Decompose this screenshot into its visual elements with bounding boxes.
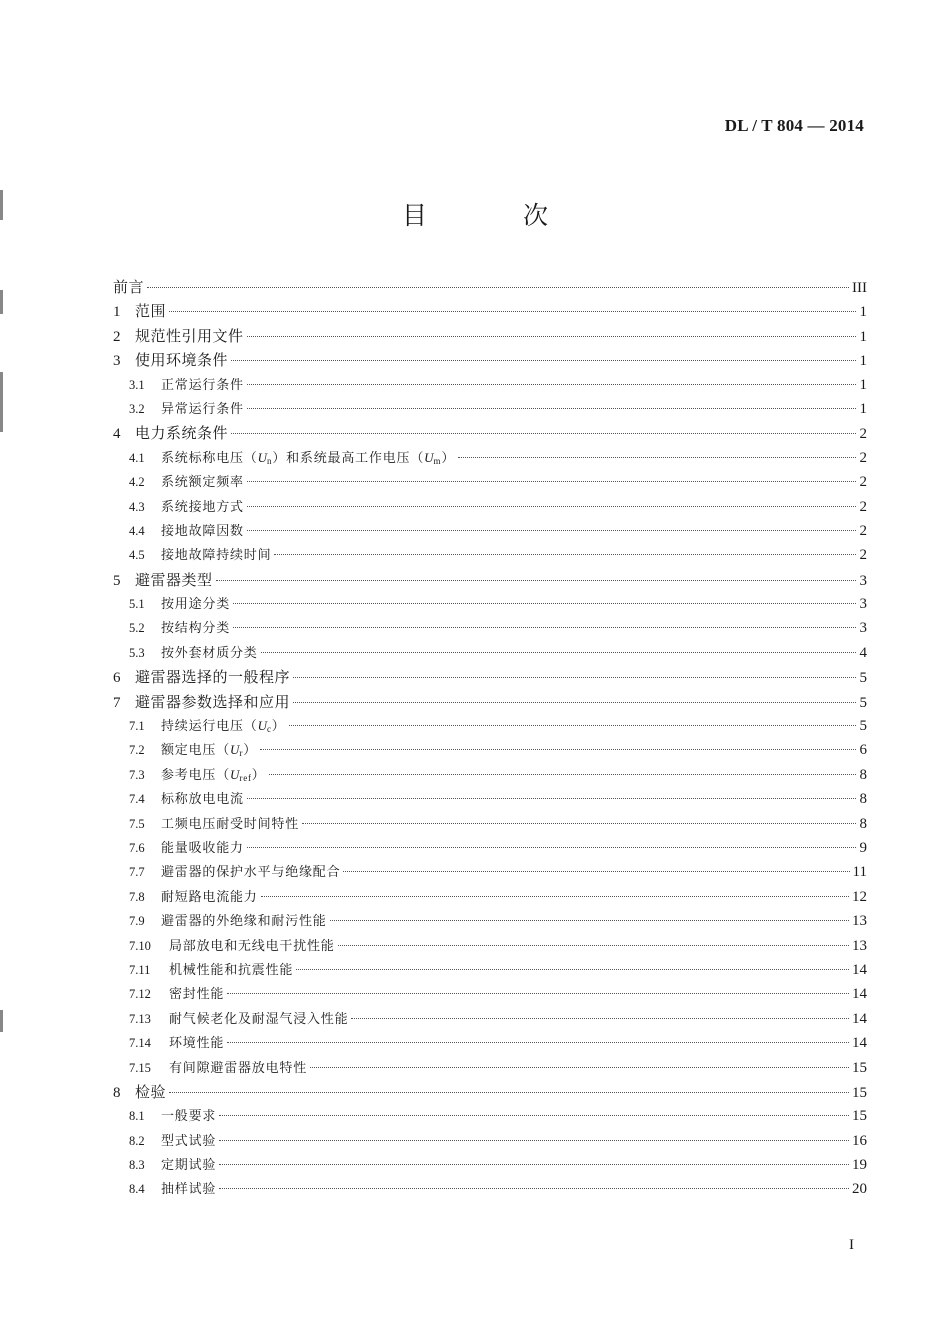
toc-entry-page: 1	[859, 400, 867, 417]
dot-leader	[338, 945, 849, 946]
toc-entry-number: 8.4	[129, 1182, 145, 1197]
toc-entry-page: 14	[852, 961, 867, 978]
toc-entry-label: 局部放电和无线电干扰性能	[169, 938, 335, 954]
toc-entry-label: 前言	[113, 278, 145, 296]
toc-entry-page: 1	[859, 376, 867, 393]
toc-entry-number: 7.9	[129, 914, 145, 929]
dot-leader	[227, 1042, 849, 1043]
toc-entry-page: 12	[852, 888, 867, 905]
toc-entry-number: 7.11	[129, 962, 151, 977]
dot-leader	[330, 920, 849, 921]
dot-leader	[261, 896, 849, 897]
dot-leader	[169, 1092, 849, 1093]
toc-entry-number: 7.1	[129, 719, 145, 734]
toc-entry-number: 7.15	[129, 1060, 151, 1075]
toc-entry[interactable]	[113, 837, 867, 861]
toc-entry-number: 7.5	[129, 816, 145, 831]
toc-entry[interactable]	[113, 422, 867, 446]
toc-entry[interactable]	[113, 1105, 867, 1129]
toc-entry-number: 7.12	[129, 987, 151, 1002]
toc-entry-label: 检验	[135, 1082, 167, 1101]
toc-entry-label: 接地故障持续时间	[161, 548, 272, 564]
toc-entry-page: 14	[852, 1010, 867, 1027]
toc-entry[interactable]	[113, 959, 867, 983]
toc-entry-label: 额定电压$(U_r)$	[161, 742, 258, 759]
toc-entry-page: 5	[859, 670, 867, 687]
dot-leader	[247, 408, 856, 409]
toc-entry[interactable]	[113, 471, 867, 495]
toc-entry[interactable]	[113, 1154, 867, 1178]
dot-leader	[296, 969, 849, 970]
dot-leader	[231, 360, 856, 361]
dot-leader	[302, 823, 856, 824]
toc-entry[interactable]	[113, 983, 867, 1007]
dot-leader	[247, 336, 856, 337]
dot-leader	[247, 481, 856, 482]
toc-entry-page: 15	[852, 1108, 867, 1125]
toc-entry[interactable]	[113, 520, 867, 544]
toc-entry-label: 耐短路电流能力	[161, 889, 258, 905]
toc-entry-label: 避雷器选择的一般程序	[135, 668, 291, 687]
toc-entry-number: 7	[113, 694, 121, 711]
dot-leader	[289, 725, 856, 726]
toc-entry-page: 8	[859, 766, 867, 783]
toc-entry[interactable]	[113, 813, 867, 837]
toc-entry[interactable]	[113, 593, 867, 617]
dot-leader	[247, 384, 856, 385]
toc-entry[interactable]	[113, 1057, 867, 1081]
toc-entry-label: 使用环境条件	[135, 351, 229, 370]
toc-entry-label: 系统接地方式	[161, 499, 244, 515]
toc-entry-label: 正常运行条件	[161, 377, 244, 393]
toc-entry-page: 3	[859, 620, 867, 637]
toc-entry-label: 型式试验	[161, 1133, 217, 1149]
toc-entry-page: 16	[852, 1132, 867, 1149]
document-code: DL / T 804 — 2014	[724, 116, 864, 135]
dot-leader	[458, 457, 856, 458]
toc-entry-page: 20	[852, 1181, 867, 1198]
toc-entry-number: 8.3	[129, 1158, 145, 1173]
toc-entry[interactable]	[113, 861, 867, 885]
toc-entry-page: 11	[852, 864, 867, 881]
toc-entry[interactable]	[113, 642, 867, 666]
toc-entry-page: 5	[859, 718, 867, 735]
toc-entry[interactable]	[113, 300, 867, 324]
dot-leader	[219, 1140, 849, 1141]
toc-entry-label: 环境性能	[169, 1036, 225, 1052]
dot-leader	[247, 847, 856, 848]
toc-entry-number: 4	[113, 426, 121, 443]
toc-entry-number: 4.1	[129, 450, 145, 465]
toc-entry-page: 1	[859, 353, 867, 370]
toc-entry-number: 7.14	[129, 1036, 151, 1051]
toc-entry[interactable]	[113, 349, 867, 373]
dot-leader	[233, 627, 856, 628]
toc-entry-label: 定期试验	[161, 1158, 217, 1174]
dot-leader	[274, 554, 856, 555]
toc-entry[interactable]	[113, 1178, 867, 1202]
dot-leader	[247, 798, 856, 799]
toc-entry-number: 7.13	[129, 1011, 151, 1026]
dot-leader	[247, 530, 856, 531]
toc-entry-page: 3	[859, 596, 867, 613]
toc-entry-number: 4.4	[129, 523, 145, 538]
toc-entry-label: 规范性引用文件	[135, 326, 244, 345]
dot-leader	[293, 702, 856, 703]
toc-entry-page: 19	[852, 1157, 867, 1174]
toc-entry[interactable]	[113, 910, 867, 934]
toc-entry-page: 6	[859, 742, 867, 759]
dot-leader	[293, 677, 856, 678]
toc-entry-label: 电力系统条件	[135, 424, 229, 443]
toc-entry-number: 4.5	[129, 548, 145, 563]
toc-entry-number: 3	[113, 353, 121, 370]
toc-entry[interactable]	[113, 374, 867, 398]
toc-title: 目 次	[402, 201, 592, 230]
dot-leader	[343, 871, 849, 872]
toc-entry-label: 按结构分类	[161, 621, 231, 637]
toc-entry[interactable]	[113, 544, 867, 568]
toc-entry-number: 4.2	[129, 475, 145, 490]
dot-leader	[261, 652, 856, 653]
dot-leader	[169, 311, 856, 312]
toc-entry[interactable]	[113, 1130, 867, 1154]
toc-entry-label: 系统额定频率	[161, 475, 244, 491]
dot-leader	[219, 1115, 849, 1116]
toc-entry-number: 7.10	[129, 938, 151, 953]
toc-entry[interactable]	[113, 569, 867, 593]
toc-entry-page: 13	[852, 913, 867, 930]
toc-entry-label: 持续运行电压$(U_c)$	[161, 718, 286, 735]
toc-entry-page: 15	[852, 1059, 867, 1076]
toc-entry[interactable]	[113, 739, 867, 763]
toc-entry-number: 2	[113, 328, 121, 345]
dot-leader	[310, 1067, 849, 1068]
toc-entry-label: 避雷器类型	[135, 570, 213, 589]
toc-entry-number: 7.3	[129, 767, 145, 782]
dot-leader	[219, 1188, 849, 1189]
toc-entry-page: 2	[859, 522, 867, 539]
toc-entry-number: 1	[113, 304, 121, 321]
toc-entry-number: 7.8	[129, 889, 145, 904]
toc-entry[interactable]	[113, 325, 867, 349]
toc-entry-number: 7.6	[129, 840, 145, 855]
toc-entry-label: 耐气候老化及耐湿气浸入性能	[169, 1011, 349, 1027]
toc-entry-label: 接地故障因数	[161, 523, 244, 539]
toc-entry-label: 按外套材质分类	[161, 645, 258, 661]
toc-entry-label: 密封性能	[169, 987, 225, 1003]
toc-entry-page: 14	[852, 1035, 867, 1052]
toc-entry-page: 9	[859, 839, 867, 856]
dot-leader	[269, 774, 856, 775]
toc-entry-page: 2	[859, 449, 867, 466]
toc-entry-number: 8.2	[129, 1133, 145, 1148]
toc-entry-page: 2	[859, 426, 867, 443]
toc-entry-label: 一般要求	[161, 1109, 217, 1125]
toc-entry-label: 工频电压耐受时间特性	[161, 816, 300, 832]
toc-entry-page: 1	[859, 304, 867, 321]
toc-entry[interactable]	[113, 276, 867, 300]
toc-entry-number: 3.1	[129, 377, 145, 392]
toc-entry-label: 范围	[135, 302, 167, 321]
toc-entry[interactable]	[113, 715, 867, 739]
dot-leader	[147, 287, 849, 288]
toc-entry-page: 2	[859, 498, 867, 515]
toc-entry-label: 避雷器的外绝缘和耐污性能	[161, 914, 327, 930]
toc-entry-page: 13	[852, 937, 867, 954]
toc-entry-number: 7.2	[129, 743, 145, 758]
toc-entry-label: 参考电压$(U_{ref})$	[161, 766, 266, 783]
toc-entry-label: 有间隙避雷器放电特性	[169, 1060, 308, 1076]
dot-leader	[227, 993, 849, 994]
toc-entry-number: 7.4	[129, 792, 145, 807]
toc-entry-label: 异常运行条件	[161, 401, 244, 417]
toc-entry[interactable]	[113, 496, 867, 520]
dot-leader	[260, 749, 856, 750]
toc-entry-label: 按用途分类	[161, 597, 231, 613]
toc-entry-number: 5.1	[129, 597, 145, 612]
toc-entry-page: 15	[852, 1084, 867, 1101]
toc-entry-page: 3	[859, 572, 867, 589]
toc-entry-page: 4	[859, 644, 867, 661]
dot-leader	[351, 1018, 849, 1019]
toc-entry-page: 14	[852, 986, 867, 1003]
toc-entry[interactable]	[113, 935, 867, 959]
toc-entry[interactable]	[113, 617, 867, 641]
toc-entry-label: 抽样试验	[161, 1182, 217, 1198]
page-number: I	[849, 1237, 854, 1253]
toc-entry-number: 5.2	[129, 621, 145, 636]
toc-entry-page: 8	[859, 791, 867, 808]
toc-entry-number: 8	[113, 1084, 121, 1101]
toc-entry-label: 机械性能和抗震性能	[169, 962, 294, 978]
dot-leader	[231, 433, 856, 434]
toc-entry[interactable]	[113, 764, 867, 788]
toc-entry-label: 标称放电电流	[161, 792, 244, 808]
dot-leader	[219, 1164, 849, 1165]
toc-entry-number: 8.1	[129, 1109, 145, 1124]
toc-entry-label: 系统标称电压$(U_n)$和系统最高工作电压$(U_m)$	[161, 449, 456, 466]
toc-entry-number: 4.3	[129, 499, 145, 514]
toc-entry[interactable]	[113, 691, 867, 715]
toc-entry-number: 3.2	[129, 401, 145, 416]
table-of-contents	[113, 276, 867, 1203]
toc-entry-page: 1	[859, 328, 867, 345]
dot-leader	[216, 580, 856, 581]
toc-entry-number: 6	[113, 670, 121, 687]
toc-entry-label: 避雷器的保护水平与绝缘配合	[161, 865, 341, 881]
toc-entry-number: 5	[113, 572, 121, 589]
toc-entry-page: 8	[859, 815, 867, 832]
toc-entry[interactable]	[113, 1008, 867, 1032]
toc-entry-page: 5	[859, 694, 867, 711]
toc-entry-label: 能量吸收能力	[161, 840, 244, 856]
toc-entry-page: 2	[859, 547, 867, 564]
toc-entry-page: 2	[859, 474, 867, 491]
toc-entry[interactable]	[113, 398, 867, 422]
toc-entry-number: 5.3	[129, 645, 145, 660]
dot-leader	[247, 506, 856, 507]
toc-entry[interactable]	[113, 886, 867, 910]
toc-entry-number: 7.7	[129, 865, 145, 880]
toc-entry-page: III	[852, 280, 867, 296]
toc-entry[interactable]	[113, 1081, 867, 1105]
toc-entry[interactable]	[113, 447, 867, 471]
toc-entry[interactable]	[113, 788, 867, 812]
toc-entry-label: 避雷器参数选择和应用	[135, 692, 291, 711]
dot-leader	[233, 603, 856, 604]
toc-entry[interactable]	[113, 1032, 867, 1056]
toc-entry[interactable]	[113, 666, 867, 690]
